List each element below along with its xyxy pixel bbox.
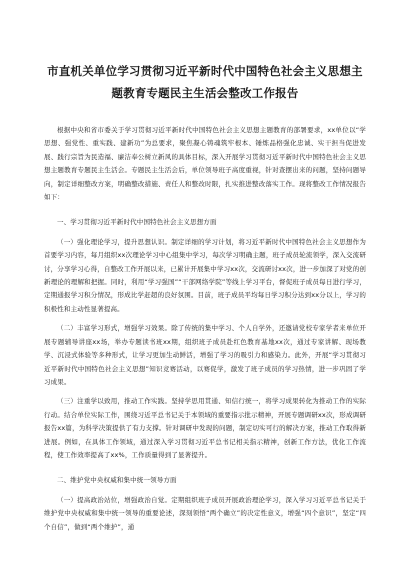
section-1-paragraph-3: （三）注重学以致用，推动工作实践。坚持学思用贯通、知信行统一，将学习成果转化为推动工作的实际行动。结合单位实际工作，围绕习近平总书记关于本领域的重要指示批示精神，开展专题调研xx次，形成调研报告xx篇，为科学决策提供了有力支撑。针对调研中发现的问题，制定切实可行的解决方案，推动工作取得新进展。例如，在具体工作领域，通过深入学习贯彻习近平总书记相关指示精神，创新工作方法，优化工作流程，使工作效率提高了xx%，工作质量得到了显著提升。 bbox=[44, 397, 366, 459]
section-2-heading: 二、维护党中央权威和集中统一领导方面 bbox=[57, 476, 177, 485]
document-title-line-2: 题教育专题民主生活会整改工作报告 bbox=[111, 86, 299, 100]
section-1-paragraph-2: （二）丰富学习形式，增强学习效果。除了传统的集中学习、个人自学外，还邀请党校专家学者来单位开展专题辅导讲座xx场，举办专题读书班xx期，组织班子成员赴红色教育基地xx次，通过专家讲解、现场教学、沉浸式体验等多种形式，让学习更加生动鲜活，增强了学习的吸引力和感染力。此外，开展“学习贯彻习近平新时代中国特色社会主义思想”知识竞赛活动，以赛促学，激发了班子成员的学习热情，进一步巩固了学习成果。 bbox=[44, 324, 366, 386]
section-1-heading: 一、学习贯彻习近平新时代中国特色社会主义思想方面 bbox=[57, 218, 217, 227]
section-2-paragraph-1: （一）提高政治站位，增强政治自觉。定期组织班子成员开展政治理论学习，深入学习习近平总书记关于维护党中央权威和集中统一领导的重要论述，深刻领悟“两个确立”的决定性意义，增强“四个意识”，坚定“四个自信”，做到“两个维护”，通 bbox=[44, 495, 366, 531]
section-1-paragraph-1: （一）强化理论学习，提升思想认识。制定详细的学习计划，将习近平新时代中国特色社会主义思想作为首要学习内容，每月组织xx次理论学习中心组集中学习，每次学习明确主题，班子成员轮流领学，深入交流研讨，分享学习心得，自整改工作开展以来，已累计开展集中学习xx次，交流研讨xx次，进一步加深了对党的创新理论的理解和把握。同时，利用“学习强国”“干部网络学院”等线上学习平台，督促班子成员每日进行学习，定期通报学习积分情况，形成比学赶超的良好氛围。目前，班子成员平均每日学习积分达到xx分以上，学习的积极性和主动性显著提高。 bbox=[44, 237, 366, 313]
intro-paragraph: 根据中央和省市委关于学习贯彻习近平新时代中国特色社会主义思想主题教育的部署要求，xx单位以“学思想、强党性、重实践、建新功”为总要求，聚焦凝心铸魂筑牢根本、锤炼品格强化忠诚、实干担当促进发展、践行宗旨为民造福、廉洁奉公树立新风的具体目标，深入开展学习贯彻习近平新时代中国特色社会主义思想主题教育专题民主生活会。专题民主生活会后，单位领导班子高度重视，针对查摆出来的问题，坚持问题导向，制定详细整改方案，明确整改措施、责任人和整改时限，扎实推进整改落实工作。现将整改工作情况报告如下： bbox=[44, 126, 366, 202]
document-title-line-1: 市直机关单位学习贯彻习近平新时代中国特色社会主义思想主 bbox=[47, 64, 363, 78]
